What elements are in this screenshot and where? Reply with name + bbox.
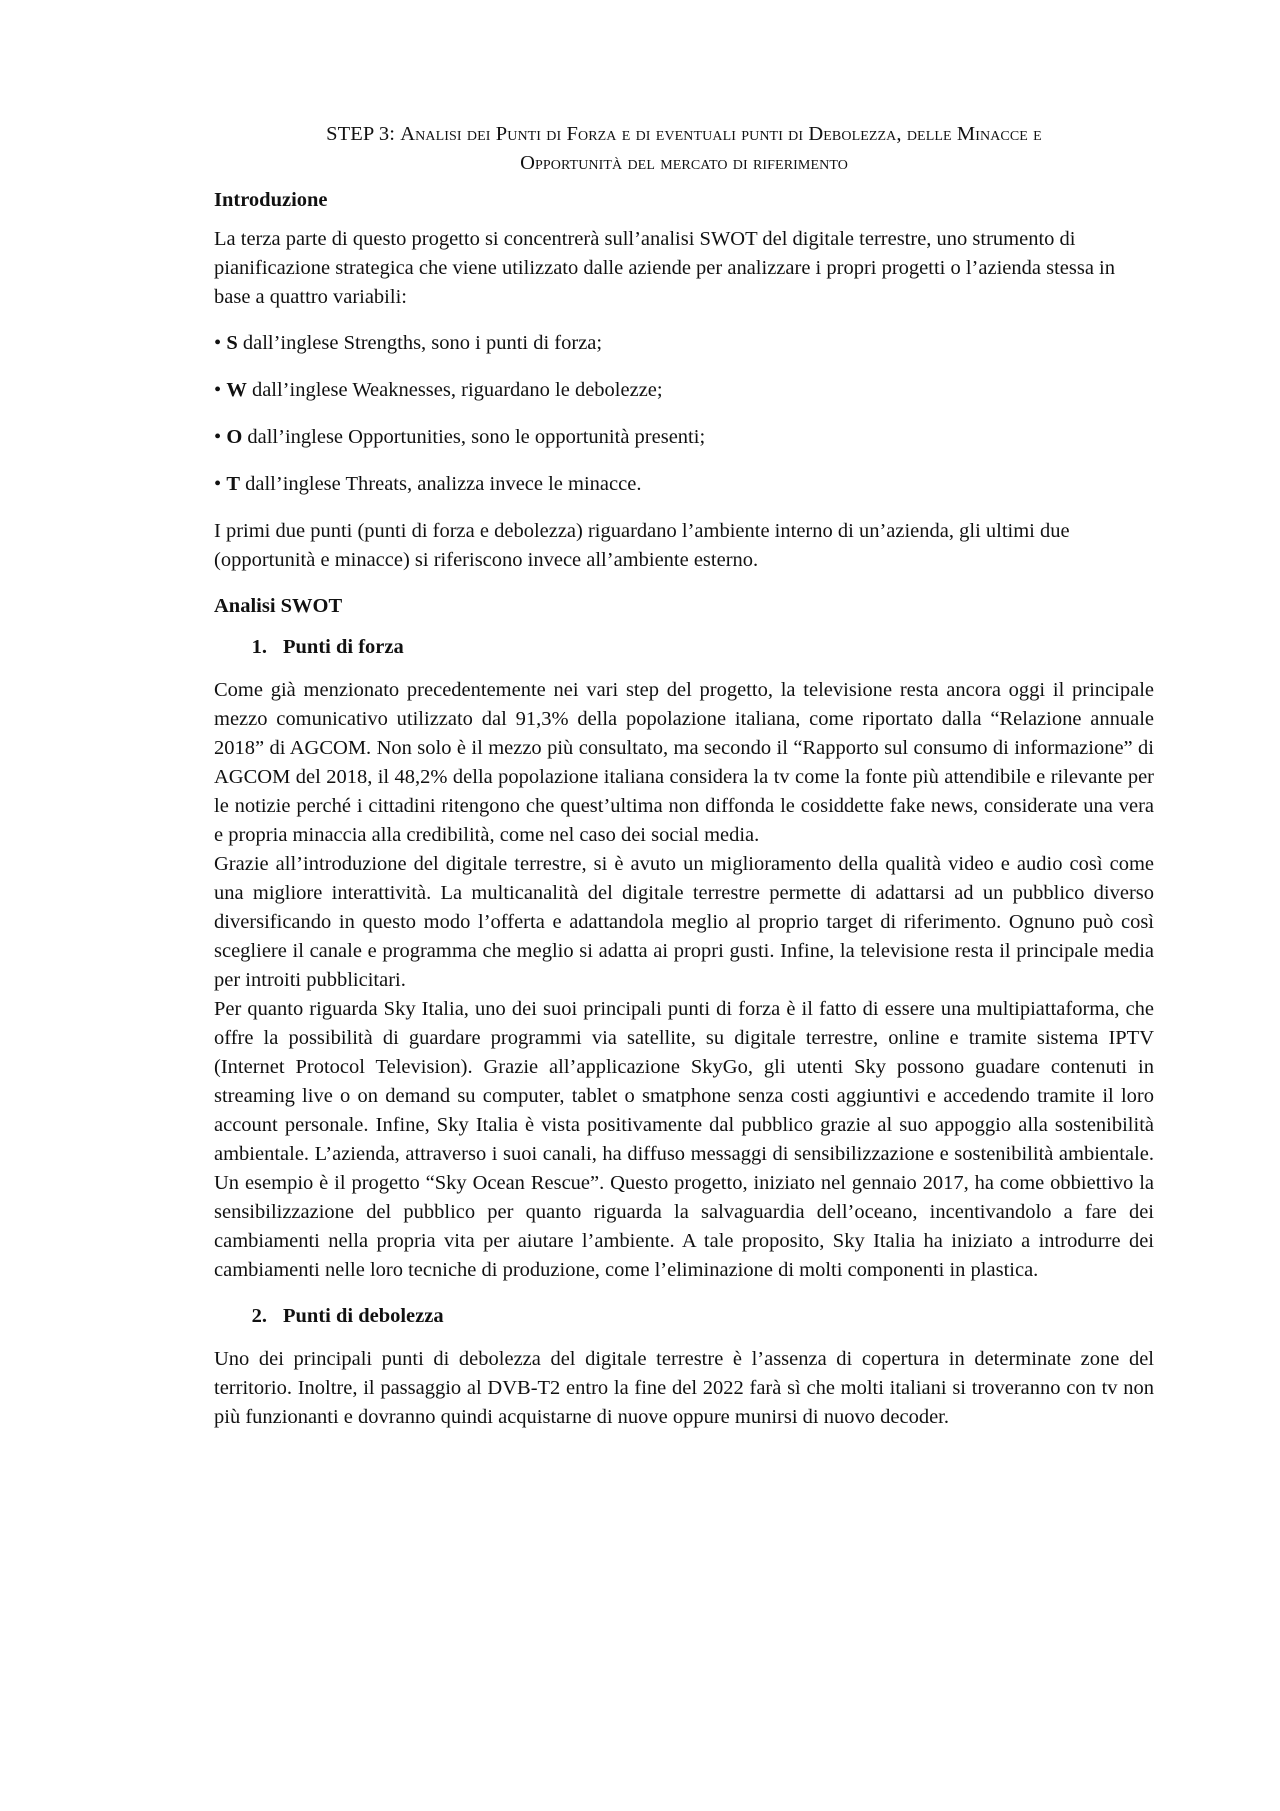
weaknesses-paragraph: Uno dei principali punti di debolezza del digitale terrestre è l’assenza di copertura in determinate zone del territorio. Inoltre, il passaggio al DVB-T2 entro la fine del 2022 farà sì che molti italiani si troveranno con tv non più funzionanti e dovranno quindi acquistarne di nuove oppure munirsi di nuovo decoder.	[214, 1348, 1154, 1428]
bullet-letter: S	[226, 332, 238, 354]
bullet-threats	[214, 470, 1154, 499]
swot-heading: Analisi SWOT	[214, 595, 343, 617]
bullet-letter: W	[226, 379, 247, 401]
section-number: 2.	[251, 1305, 267, 1327]
section-heading-weaknesses	[214, 1302, 1154, 1331]
section-title: Punti di debolezza	[283, 1305, 444, 1327]
strengths-paragraph-1: Come già menzionato precedentemente nei vari step del progetto, la televisione resta ancora oggi il principale mezzo comunicativo utilizzato dal 91,3% della popolazione italiana, come riportato dalla “Relazione annuale 2018” di AGCOM. Non solo è il mezzo più consultato, ma secondo il “Rapporto sul consumo di informazione” di AGCOM del 2018, il 48,2% della popolazione italiana considera la tv come la fonte più attendibile e rilevante per le notizie perché i cittadini ritengono che quest’ultima non diffonda le cosiddette fake news, considerate una vera e propria minaccia alla credibilità, come nel caso dei social media.	[214, 679, 1154, 846]
bullet-symbol: •	[214, 332, 222, 354]
section-number: 1.	[251, 636, 267, 658]
bullet-text: dall’inglese Weaknesses, riguardano le debolezze;	[246, 379, 663, 401]
bullet-symbol: •	[214, 426, 222, 448]
intro-closing-paragraph: I primi due punti (punti di forza e debolezza) riguardano l’ambiente interno di un’azienda, gli ultimi due (opportunità e minacce) si riferiscono invece all’ambiente esterno.	[214, 520, 1070, 571]
intro-heading: Introduzione	[214, 189, 328, 211]
title-line-2: Opportunità del mercato di riferimento	[520, 152, 848, 174]
bullet-weaknesses	[214, 376, 1154, 405]
strengths-paragraph-2: Grazie all’introduzione del digitale terrestre, si è avuto un miglioramento della qualità video e audio così come una migliore interattività. La multicanalità del digitale terrestre permette di adattarsi ad un pubblico diverso diversificando in questo modo l’offerta e adattandola meglio al proprio target di riferimento. Ognuno può così scegliere il canale e programma che meglio si adatta ai propri gusti. Infine, la televisione resta il principale media per introiti pubblicitari.	[214, 853, 1154, 991]
bullet-letter: O	[226, 426, 243, 448]
bullet-opportunities	[214, 423, 1154, 452]
bullet-text: dall’inglese Threats, analizza invece le minacce.	[240, 473, 642, 495]
bullet-text: dall’inglese Strengths, sono i punti di forza;	[237, 332, 603, 354]
section-title: Punti di forza	[283, 636, 404, 658]
bullet-text: dall’inglese Opportunities, sono le opportunità presenti;	[242, 426, 706, 448]
title-step: STEP 3:	[326, 123, 401, 145]
section-heading-strengths	[214, 633, 1154, 662]
bullet-symbol: •	[214, 379, 222, 401]
bullet-strengths	[214, 329, 1154, 358]
strengths-paragraph-3: Per quanto riguarda Sky Italia, uno dei suoi principali punti di forza è il fatto di essere una multipiattaforma, che offre la possibilità di guardare programmi via satellite, su digitale terrestre, online e tramite sistema IPTV (Internet Protocol Television). Grazie all’applicazione SkyGo, gli utenti Sky possono guadare contenuti in streaming live o on demand su computer, tablet o smatphone senza costi aggiuntivi e accedendo tramite il loro account personale. Infine, Sky Italia è vista positivamente dal pubblico grazie al suo appoggio alla sostenibilità ambientale. L’azienda, attraverso i suoi canali, ha diffuso messaggi di sensibilizzazione e sostenibilità ambientale. Un esempio è il progetto “Sky Ocean Rescue”. Questo progetto, iniziato nel gennaio 2017, ha come obbiettivo la sensibilizzazione del pubblico per quanto riguarda la salvaguardia dell’oceano, incentivandolo a fare dei cambiamenti nella propria vita per aiutare l’ambiente. A tale proposito, Sky Italia ha iniziato a introdurre dei cambiamenti nelle loro tecniche di produzione, come l’eliminazione di molti componenti in plastica.	[214, 998, 1154, 1281]
bullet-symbol: •	[214, 473, 222, 495]
document-page	[214, 120, 1154, 1432]
strengths-body	[214, 676, 1154, 1285]
bullet-letter: T	[226, 473, 240, 495]
document-title	[214, 120, 1154, 178]
title-line-1: Analisi dei Punti di Forza e di eventuali punti di Debolezza, delle Minacce e	[400, 123, 1042, 145]
intro-paragraph: La terza parte di questo progetto si concentrerà sull’analisi SWOT del digitale terrestre, uno strumento di pianificazione strategica che viene utilizzato dalle aziende per analizzare i propri progetti o l’azienda stessa in base a quattro variabili:	[214, 228, 1115, 308]
